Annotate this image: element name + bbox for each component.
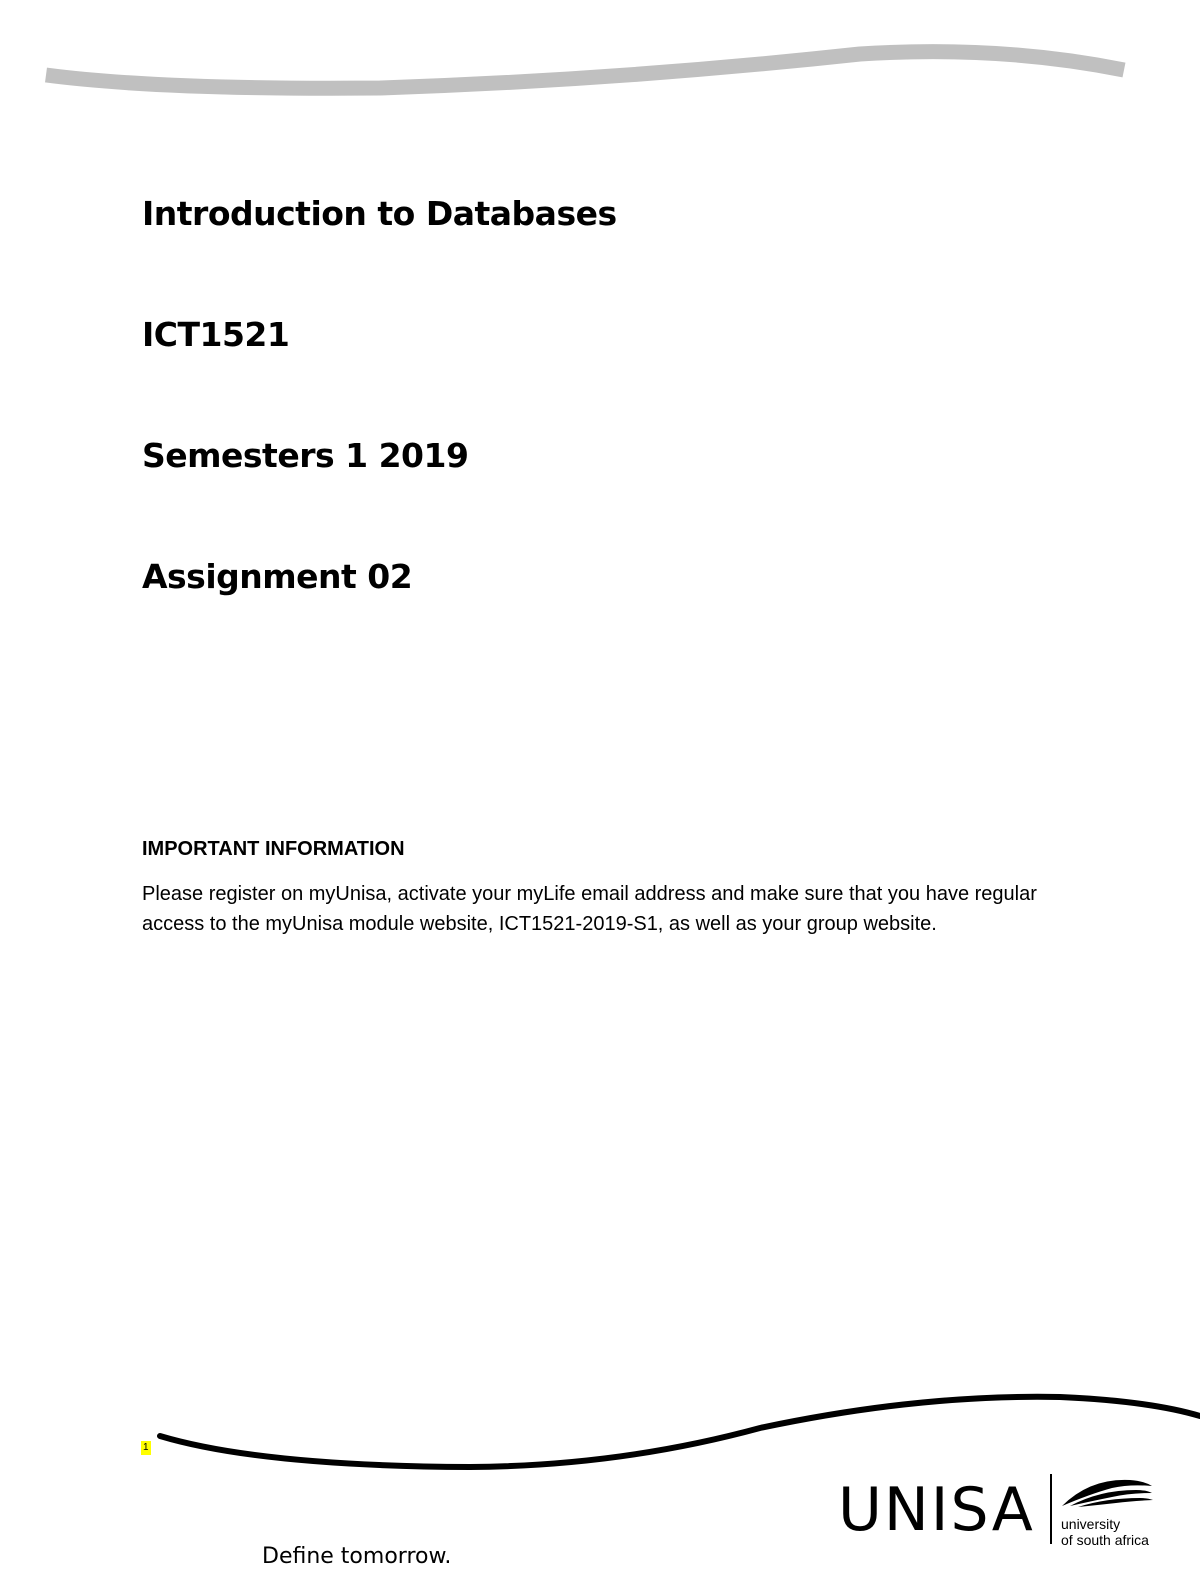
course-title: Introduction to Databases (142, 194, 617, 233)
important-info-text: Please register on myUnisa, activate your myLife email address and make sure that you have regular access to the myUnisa module website, ICT1521-2019-S1, as well as your group website. (142, 883, 1037, 935)
unisa-logo (838, 1466, 1158, 1553)
course-code: ICT1521 (142, 315, 290, 354)
logo-subtitle-line1: university (1061, 1516, 1121, 1532)
logo-wordmark: UNISA (838, 1475, 1035, 1545)
top-swoosh (0, 0, 1200, 110)
assignment-label: Assignment 02 (142, 557, 413, 596)
logo-wing-icon (1060, 1476, 1156, 1510)
tagline: Define tomorrow. (262, 1544, 452, 1569)
important-info-heading: IMPORTANT INFORMATION (142, 838, 405, 860)
semester-label: Semesters 1 2019 (142, 436, 469, 475)
page-number: 1 (143, 1442, 149, 1453)
logo-divider (1050, 1474, 1052, 1544)
logo-subtitle-line2: of south africa (1061, 1532, 1149, 1548)
